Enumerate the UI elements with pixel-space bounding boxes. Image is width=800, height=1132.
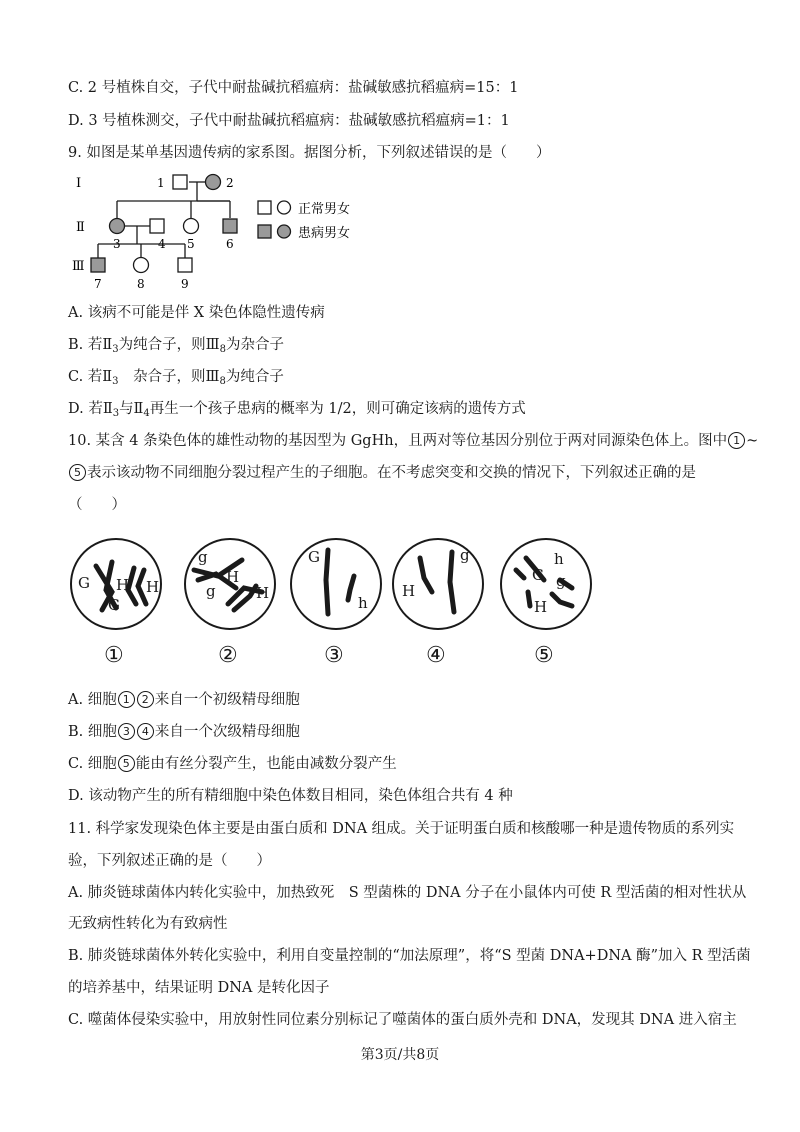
num-2: 2	[226, 176, 234, 190]
num-4: 4	[158, 237, 166, 251]
q11-option-b-line1: B. 肺炎链球菌体外转化实验中，利用自变量控制的“加法原理”，将“S 型菌 DNA+DNA 酶”加入 R 型活菌	[68, 948, 751, 964]
num-8: 8	[137, 277, 145, 291]
cell1-gene-4: H	[146, 578, 160, 596]
cell3-chromosomes	[326, 550, 354, 614]
gen-III-label: Ⅲ	[72, 259, 85, 274]
individual-II3	[110, 219, 125, 234]
cell1-gene-1: G	[78, 574, 90, 592]
q11-stem-line1: 11. 科学家发现染色体主要是由蛋白质和 DNA 组成。关于证明蛋白质和核酸哪一种是遗传物质的系列实	[68, 821, 735, 837]
q10-option-c: C. 细胞 5 能由有丝分裂产生，也能由减数分裂产生	[68, 756, 397, 772]
num-5: 5	[187, 237, 195, 251]
gen-II-label: Ⅱ	[76, 220, 85, 235]
cell-label-4: ④	[426, 643, 446, 668]
legend-affected-female	[278, 225, 291, 238]
q10-stem-line2: 5 表示该动物不同细胞分裂过程产生的子细胞。在不考虑突变和交换的情况下，下列叙述正确的是	[68, 463, 696, 483]
cell3-gene-2: h	[358, 594, 368, 612]
cell2-gene-3: g	[206, 582, 216, 600]
num-7: 7	[94, 277, 102, 291]
legend-affected-label: 患病男女	[298, 226, 351, 241]
q11-option-a-line2: 无致病性转化为有致病性	[68, 916, 228, 932]
num-6: 6	[226, 237, 234, 251]
q9-option-c: C. 若$Ⅱ_3$ 杂合子，则$Ⅲ_8$为纯合子	[68, 369, 284, 387]
cell2-gene-1: g	[198, 548, 208, 566]
cell4-chromosomes	[420, 552, 454, 612]
individual-I2	[206, 175, 221, 190]
cell3-gene-1: G	[308, 548, 320, 566]
q8-option-c: C. 2 号植株自交，子代中耐盐碱抗稻瘟病：盐碱敏感抗稻瘟病=15：1	[68, 80, 519, 96]
num-3: 3	[113, 237, 121, 251]
cell4-gene-2: g	[460, 546, 470, 564]
legend-normal-female	[278, 201, 291, 214]
cell-label-5: ⑤	[534, 643, 554, 668]
cell-label-2: ②	[218, 643, 238, 668]
q8-option-d: D. 3 号植株测交，子代中耐盐碱抗稻瘟病：盐碱敏感抗稻瘟病=1：1	[68, 113, 510, 129]
individual-III9	[178, 258, 192, 272]
cell5-gene-3: g	[556, 572, 566, 590]
cell5-gene-2: G	[532, 566, 544, 584]
pedigree-chart	[70, 168, 390, 293]
individual-II4	[150, 219, 164, 233]
q9-option-a: A. 该病不可能是伴 X 染色体隐性遗传病	[68, 305, 325, 321]
individual-III7	[91, 258, 105, 272]
q10-option-a: A. 细胞 1 2 来自一个初级精母细胞	[68, 692, 300, 708]
legend-affected-male	[258, 225, 271, 238]
legend-normal-label: 正常男女	[298, 202, 351, 217]
cell2-gene-4: H	[256, 584, 270, 602]
cell-label-3: ③	[324, 643, 344, 668]
num-9: 9	[181, 277, 189, 291]
cell1-gene-3: G	[108, 596, 120, 614]
q11-option-b-line2: 的培养基中，结果证明 DNA 是转化因子	[68, 980, 330, 996]
q11-option-a-line1: A. 肺炎链球菌体内转化实验中，加热致死 S 型菌株的 DNA 分子在小鼠体内可使 R 型活菌的相对性状从	[68, 885, 747, 901]
q11-option-c-line1: C. 噬菌体侵染实验中，用放射性同位素分别标记了噬菌体的蛋白质外壳和 DNA，发现其 DNA 进入宿主	[68, 1012, 737, 1028]
individual-I1	[173, 175, 187, 189]
individual-II6	[223, 219, 237, 233]
cell2-gene-2: H	[226, 568, 240, 586]
page-footer: 第3页/共8页	[360, 1047, 440, 1063]
q9-option-b: B. 若$Ⅱ_3$为纯合子，则$Ⅲ_8$为杂合子	[68, 337, 284, 355]
cell-diagram	[66, 530, 606, 670]
cell5-gene-1: h	[554, 550, 564, 568]
individual-II5	[184, 219, 199, 234]
q9-stem: 9. 如图是某单基因遗传病的家系图。据图分析，下列叙述错误的是（ ）	[68, 145, 551, 161]
q10-option-d: D. 该动物产生的所有精细胞中染色体数目相同，染色体组合共有 4 种	[68, 788, 513, 804]
q11-stem-line2: 验，下列叙述正确的是（ ）	[68, 853, 271, 869]
q9-option-d: D. 若$Ⅱ_3$与$Ⅱ_4$再生一个孩子患病的概率为 1/2，则可确定该病的遗传方式	[68, 401, 526, 419]
q10-stem-line3: （ ）	[68, 497, 126, 513]
num-1: 1	[157, 176, 165, 190]
legend-normal-male	[258, 201, 271, 214]
individual-III8	[134, 258, 149, 273]
q10-option-b: B. 细胞 3 4 来自一个次级精母细胞	[68, 724, 300, 740]
cell1-gene-2: H	[116, 576, 130, 594]
cell5-gene-4: H	[534, 598, 548, 616]
gen-I-label: Ⅰ	[76, 176, 82, 191]
cell-label-1: ①	[104, 643, 124, 668]
q10-stem-line1: 10. 某含 4 条染色体的雄性动物的基因型为 GgHh，且两对等位基因分别位于两对同源染色体上。图中 1 ~	[68, 433, 759, 449]
cell4-gene-1: H	[402, 582, 416, 600]
